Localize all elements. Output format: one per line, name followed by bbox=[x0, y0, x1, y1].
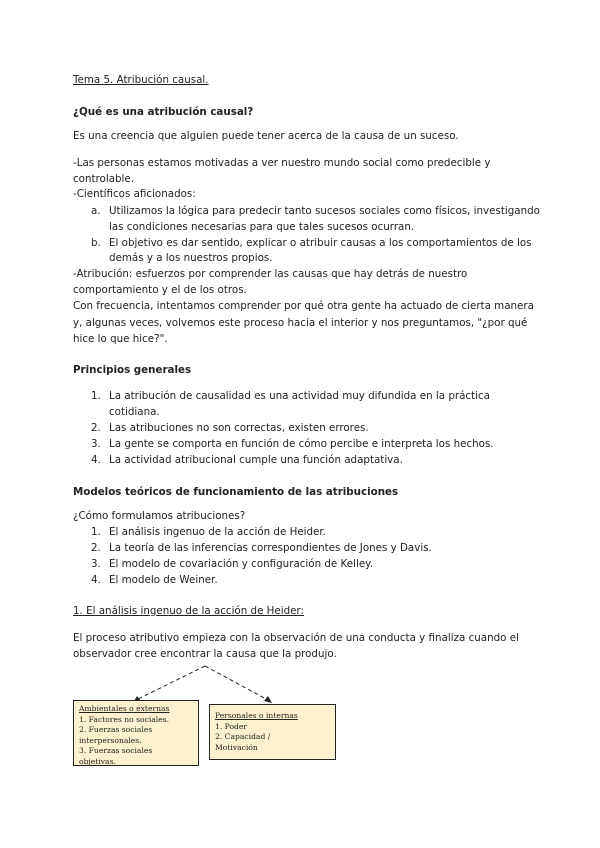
list-marker: 2. bbox=[91, 422, 101, 434]
list-item-text: El modelo de covariación y configuración de Kelley. bbox=[109, 558, 374, 570]
list-item-text: La teoría de las inferencias correspondientes de Jones y Davis. bbox=[109, 542, 432, 554]
section-heading-principles: Principios generales bbox=[73, 364, 192, 376]
paragraph-line: El proceso atributivo empieza con la observación de una conducta y finaliza cuando el bbox=[73, 632, 519, 644]
list-item-text: cotidiana. bbox=[109, 406, 160, 418]
internal-causes-box bbox=[209, 704, 336, 760]
list-marker: 4. bbox=[91, 574, 101, 586]
list-marker: b. bbox=[91, 237, 101, 249]
box-line: 1. Poder bbox=[215, 721, 248, 731]
page-title: Tema 5. Atribución causal. bbox=[73, 74, 209, 86]
list-item-text: Las atribuciones no son correctas, existen errores. bbox=[109, 422, 369, 434]
paragraph-line: -Atribución: esfuerzos por comprender las causas que hay detrás de nuestro bbox=[73, 268, 468, 280]
section-heading-heider: 1. El análisis ingenuo de la acción de Heider: bbox=[73, 605, 305, 617]
arrowhead-right-icon bbox=[264, 696, 272, 703]
list-item-text: El objetivo es dar sentido, explicar o atribuir causas a los comportamientos de los bbox=[109, 237, 532, 249]
list-item-text: Utilizamos la lógica para predecir tanto sucesos sociales como físicos, investigando bbox=[109, 205, 540, 217]
paragraph-line: y, algunas veces, volvemos este proceso hacia el interior y nos preguntamos, "¿por qué bbox=[73, 317, 528, 329]
box-line: interpersonales. bbox=[79, 735, 142, 745]
external-causes-box bbox=[73, 700, 199, 766]
list-item-text: El análisis ingenuo de la acción de Heider. bbox=[109, 526, 326, 538]
box-title: Personales o internas bbox=[215, 711, 298, 720]
list-marker: 3. bbox=[91, 438, 101, 450]
section-heading-what-is: ¿Qué es una atribución causal? bbox=[73, 106, 254, 118]
paragraph-line: -Científicos aficionados: bbox=[73, 188, 196, 200]
box-line: Motivación bbox=[215, 742, 258, 752]
list-marker: 1. bbox=[91, 390, 101, 402]
box-line: 1. Factores no sociales. bbox=[79, 714, 170, 724]
box-line: 3. Fuerzas sociales bbox=[79, 746, 153, 755]
connector-right bbox=[205, 666, 268, 700]
paragraph-line: hice lo que hice?". bbox=[73, 333, 168, 345]
box-line: 2. Capacidad / bbox=[215, 732, 271, 741]
paragraph-line: Con frecuencia, intentamos comprender por qué otra gente ha actuado de cierta manera bbox=[73, 300, 534, 312]
definition-text: Es una creencia que alguien puede tener acerca de la causa de un suceso. bbox=[73, 130, 459, 142]
list-marker: 1. bbox=[91, 526, 101, 538]
list-item-text: La atribución de causalidad es una actividad muy difundida en la práctica bbox=[109, 390, 490, 402]
paragraph-line: -Las personas estamos motivadas a ver nuestro mundo social como predecible y bbox=[73, 157, 491, 169]
list-item-text: La gente se comporta en función de cómo percibe e interpreta los hechos. bbox=[109, 438, 494, 450]
paragraph-line: ¿Cómo formulamos atribuciones? bbox=[73, 510, 246, 522]
box-line: 2. Fuerzas sociales bbox=[79, 725, 153, 734]
list-marker: 3. bbox=[91, 558, 101, 570]
list-item-text: las condiciones necesarias para que tales sucesos ocurran. bbox=[109, 221, 415, 233]
list-item-text: El modelo de Weiner. bbox=[109, 574, 218, 586]
paragraph-line: controlable. bbox=[73, 173, 135, 185]
box-line: objetivas. bbox=[79, 756, 116, 766]
section-heading-models: Modelos teóricos de funcionamiento de las atribuciones bbox=[73, 486, 399, 498]
list-marker: a. bbox=[91, 205, 101, 217]
box-title: Ambientales o externas bbox=[79, 704, 170, 713]
paragraph-line: comportamiento y el de los otros. bbox=[73, 284, 247, 296]
connector-left bbox=[136, 666, 205, 700]
list-item-text: La actividad atribucional cumple una función adaptativa. bbox=[109, 454, 403, 466]
paragraph-line: observador cree encontrar la causa que la produjo. bbox=[73, 648, 337, 660]
list-item-text: demás y a los nuestros propios. bbox=[109, 252, 273, 264]
list-marker: 4. bbox=[91, 454, 101, 466]
list-marker: 2. bbox=[91, 542, 101, 554]
